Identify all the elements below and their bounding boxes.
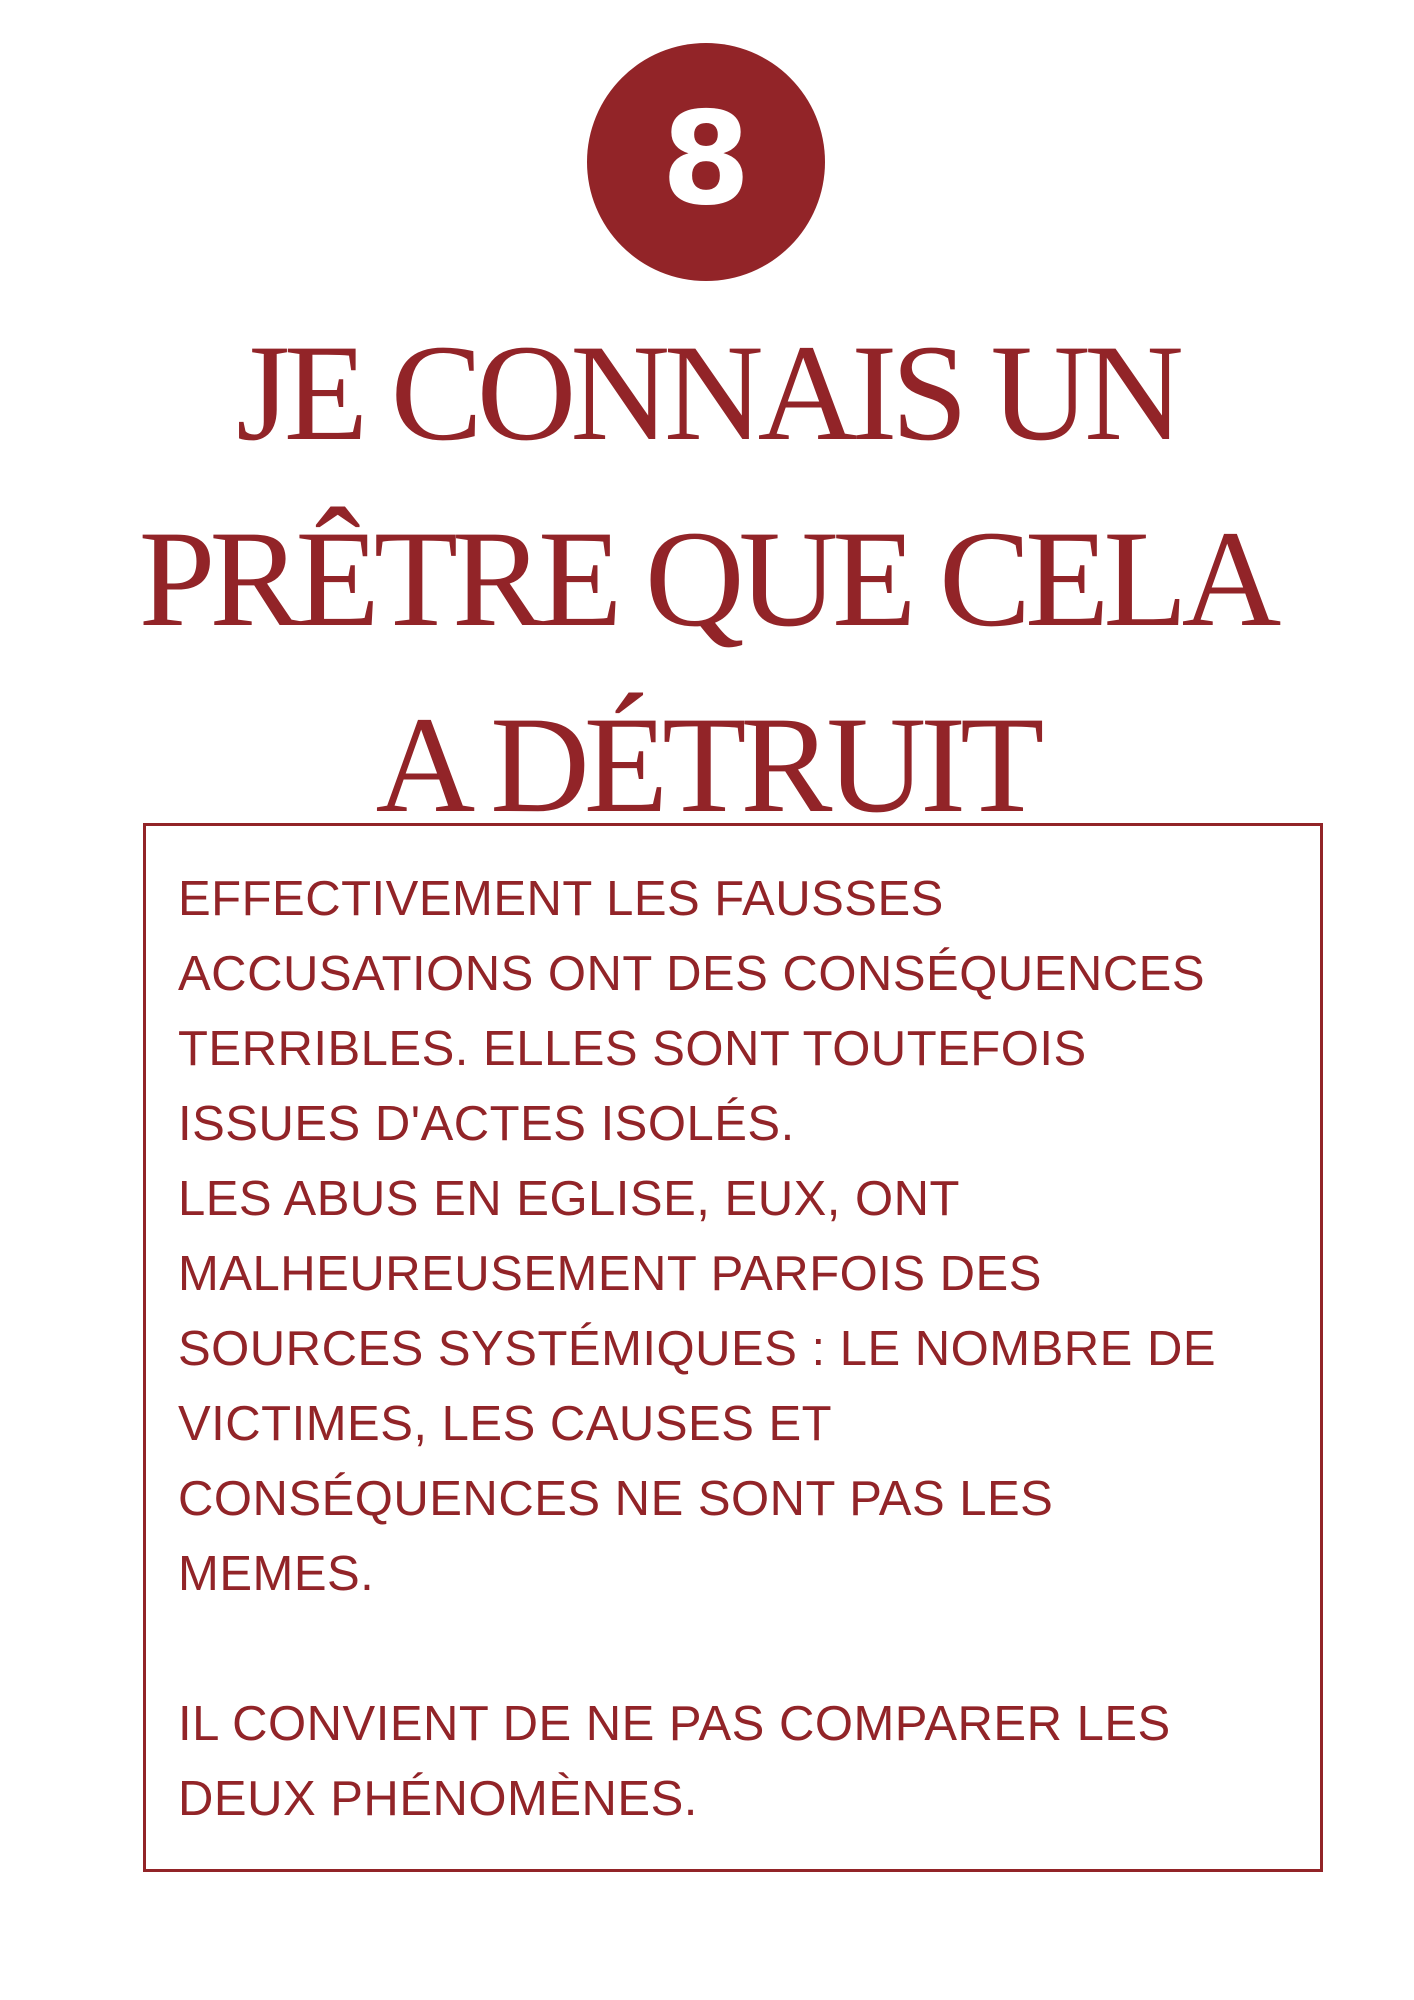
body-line: MALHEUREUSEMENT PARFOIS DES <box>178 1247 1042 1301</box>
number-badge <box>587 43 825 281</box>
body-line: SOURCES SYSTÉMIQUES : LE NOMBRE DE <box>178 1322 1217 1376</box>
body-line: MEMES. <box>178 1547 375 1601</box>
body-line: ISSUES D'ACTES ISOLÉS. <box>178 1097 795 1151</box>
body-line: EFFECTIVEMENT LES FAUSSES <box>178 872 944 926</box>
title-line-2: PRÊTRE QUE CELA <box>138 502 1276 655</box>
title-line-1: JE CONNAIS UN <box>236 316 1178 469</box>
body-line: IL CONVIENT DE NE PAS COMPARER LES <box>178 1697 1171 1751</box>
answer-box <box>143 823 1323 1872</box>
title-line-3: A DÉTRUIT <box>375 688 1039 841</box>
body-line: TERRIBLES. ELLES SONT TOUTEFOIS <box>178 1022 1087 1076</box>
body-line: LES ABUS EN EGLISE, EUX, ONT <box>178 1172 960 1226</box>
body-line: ACCUSATIONS ONT DES CONSÉQUENCES <box>178 947 1206 1001</box>
body-line: DEUX PHÉNOMÈNES. <box>178 1772 698 1826</box>
badge-number: 8 <box>661 85 751 234</box>
body-line: CONSÉQUENCES NE SONT PAS LES <box>178 1472 1054 1526</box>
page-title <box>0 300 1414 858</box>
paragraph-spacer <box>178 1612 1300 1687</box>
paragraph-false-accusations <box>178 862 1300 1162</box>
paragraph-church-abuse <box>178 1162 1300 1612</box>
paragraph-conclusion <box>178 1687 1300 1837</box>
body-line: VICTIMES, LES CAUSES ET <box>178 1397 833 1451</box>
